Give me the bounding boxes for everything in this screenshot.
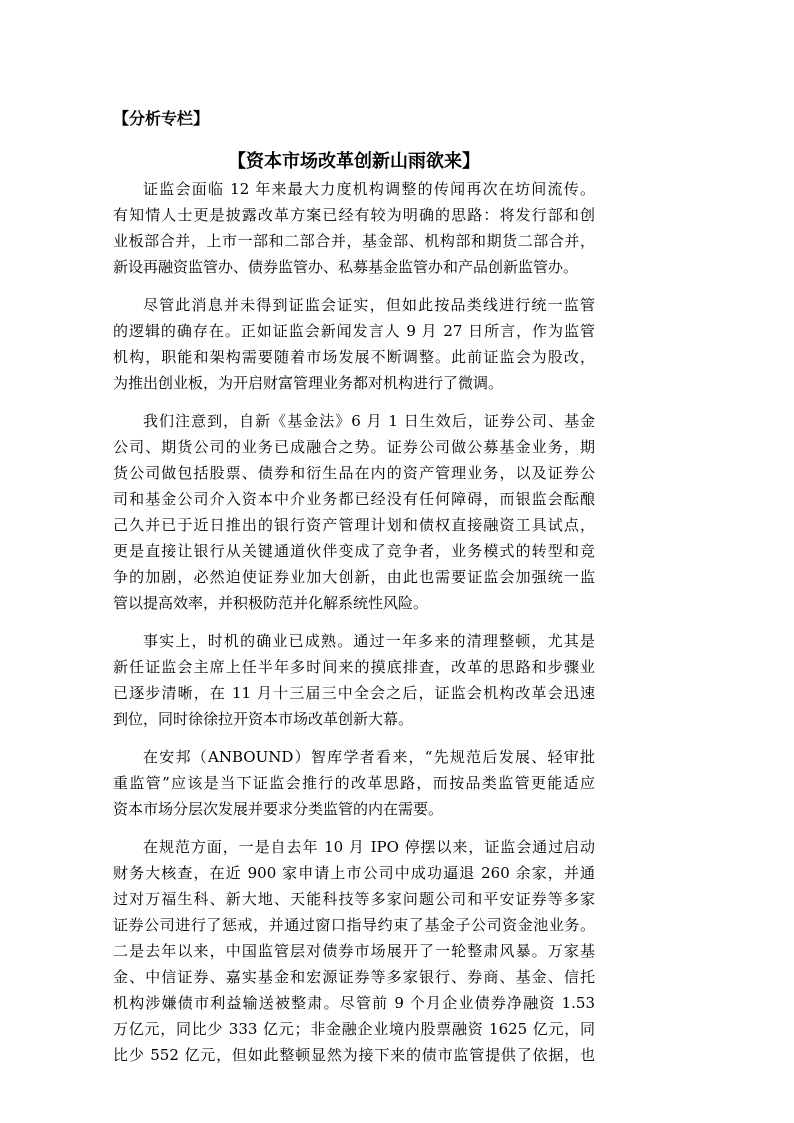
paragraph-line: 新设再融资监管办、债券监管办、私募基金监管办和产品创新监管办。 xyxy=(113,258,579,276)
paragraph-line: 到位，同时徐徐拉开资本市场改革创新大幕。 xyxy=(113,710,414,728)
paragraph-line: 的逻辑的确存在。正如证监会新闻发言人 9 月 27 日所言，作为监管 xyxy=(113,322,595,340)
paragraph-line: 管以提高效率，并积极防范并化解系统性风险。 xyxy=(113,594,429,612)
paragraph xyxy=(113,408,595,616)
paragraph-line: 二是去年以来，中国监管层对债券市场展开了一轮整肃风暴。万家基 xyxy=(113,942,595,960)
paragraph-line: 证监会面临 12 年来最大力度机构调整的传闻再次在坊间流传。 xyxy=(143,180,595,198)
paragraph-line: 为推出创业板，为开启财富管理业务都对机构进行了微调。 xyxy=(113,374,504,392)
paragraph xyxy=(113,176,595,280)
paragraph-line: 机构，职能和架构需要随着市场发展不断调整。此前证监会为股改， xyxy=(113,348,595,366)
paragraph-line: 业板部合并，上市一部和二部合并，基金部、机构部和期货二部合并， xyxy=(113,232,595,250)
paragraph-line: 尽管此消息并未得到证监会证实，但如此按品类线进行统一监管 xyxy=(143,296,595,314)
paragraph-line: 有知情人士更是披露改革方案已经有较为明确的思路：将发行部和创 xyxy=(113,206,595,224)
paragraph-line: 在安邦（ANBOUND）智库学者看来，“先规范后发展、轻审批 xyxy=(143,748,595,766)
paragraph-line: 万亿元，同比少 333 亿元；非金融企业境内股票融资 1625 亿元，同 xyxy=(113,1020,595,1038)
paragraph-line: 新任证监会主席上任半年多时间来的摸底排查，改革的思路和步骤业 xyxy=(113,658,595,676)
paragraph-line: 过对万福生科、新大地、天能科技等多家问题公司和平安证券等多家 xyxy=(113,890,595,908)
paragraph-line: 争的加剧，必然迫使证券业加大创新，由此也需要证监会加强统一监 xyxy=(113,568,595,586)
paragraph xyxy=(113,744,595,822)
paragraph-line: 事实上，时机的确业已成熟。通过一年多来的清理整顿，尤其是 xyxy=(143,632,595,650)
paragraph-line: 证券公司进行了惩戒，并通过窗口指导约束了基金子公司资金池业务。 xyxy=(113,916,595,934)
paragraph xyxy=(113,628,595,732)
paragraph-line: 在规范方面，一是自去年 10 月 IPO 停摆以来，证监会通过启动 xyxy=(143,838,595,856)
paragraph-line: 己久并已于近日推出的银行资产管理计划和债权直接融资工具试点， xyxy=(113,516,595,534)
paragraph-line: 资本市场分层次发展并要求分类监管的内在需要。 xyxy=(113,800,444,818)
paragraph-line: 机构涉嫌债市利益输送被整肃。尽管前 9 个月企业债券净融资 1.53 xyxy=(113,994,595,1012)
paragraph xyxy=(113,292,595,396)
paragraph-line: 司和基金公司介入资本中介业务都已经没有任何障碍，而银监会酝酿 xyxy=(113,490,595,508)
column-label: 【分析专栏】 xyxy=(113,109,210,128)
paragraph xyxy=(113,834,595,1068)
article-title: 【资本市场改革创新山雨欲来】 xyxy=(228,151,480,172)
paragraph-line: 公司、期货公司的业务已成融合之势。证券公司做公募基金业务，期 xyxy=(113,438,595,456)
paragraph-line: 比少 552 亿元，但如此整顿显然为接下来的债市监管提供了依据，也 xyxy=(113,1046,595,1064)
paragraph-line: 重监管”应该是当下证监会推行的改革思路，而按品类监管更能适应 xyxy=(113,774,595,792)
article-body xyxy=(113,176,595,1080)
paragraph-line: 我们注意到，自新《基金法》6 月 1 日生效后，证券公司、基金 xyxy=(143,412,595,430)
paragraph-line: 货公司做包括股票、债券和衍生品在内的资产管理业务，以及证券公 xyxy=(113,464,595,482)
paragraph-line: 更是直接让银行从关键通道伙伴变成了竞争者，业务模式的转型和竞 xyxy=(113,542,595,560)
paragraph-line: 财务大核查，在近 900 家申请上市公司中成功逼退 260 余家，并通 xyxy=(113,864,595,882)
paragraph-line: 金、中信证券、嘉实基金和宏源证券等多家银行、券商、基金、信托 xyxy=(113,968,595,986)
paragraph-line: 已逐步清晰，在 11 月十三届三中全会之后，证监会机构改革会迅速 xyxy=(113,684,595,702)
